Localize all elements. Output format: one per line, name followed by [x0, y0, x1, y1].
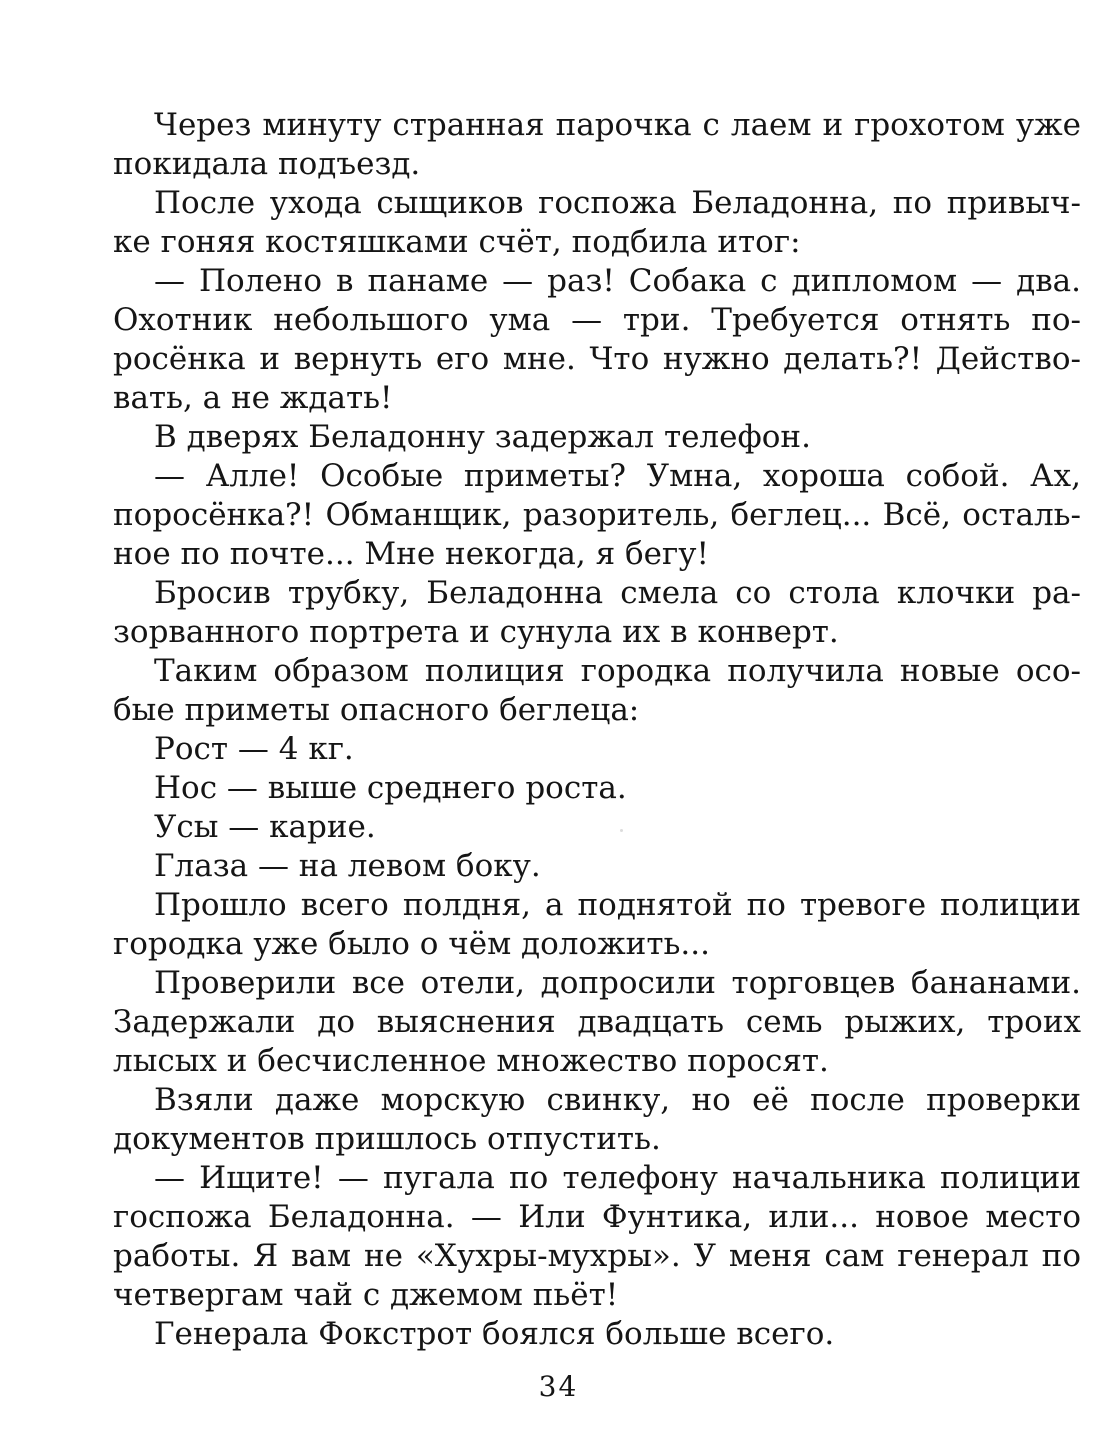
text-line: зорванного портрета и сунула их в конверт. [113, 614, 839, 650]
paragraph [113, 184, 1081, 262]
paragraph [113, 808, 1081, 847]
text-line: — Полено в панаме — раз! Собака с дипломом — два. [154, 263, 1081, 299]
text-line: ке гоняя костяшками счёт, подбила итог: [113, 224, 801, 260]
paragraph [113, 1081, 1081, 1159]
text-line: Нос — выше среднего роста. [154, 770, 627, 806]
text-line: Охотник небольшого ума — три. Требуется отнять по- [113, 302, 1081, 338]
paragraph [113, 886, 1081, 964]
text-line: Прошло всего полдня, а поднятой по тревоге полиции [154, 887, 1081, 923]
paragraph [113, 1159, 1081, 1315]
text-line: Бросив трубку, Беладонна смела со стола клочки ра- [154, 575, 1081, 611]
text-line: Задержали до выяснения двадцать семь рыжих, троих [113, 1004, 1081, 1040]
text-line: покидала подъезд. [113, 146, 421, 182]
text-line: — Ищите! — пугала по телефону начальника полиции [154, 1160, 1081, 1196]
body-text [113, 106, 1081, 1354]
text-line: поросёнка?! Обманщик, разоритель, беглец... Всё, осталь- [113, 497, 1081, 533]
text-line: четвергам чай с джемом пьёт! [113, 1277, 619, 1313]
text-line: документов пришлось отпустить. [113, 1121, 661, 1157]
scan-speck [620, 829, 623, 832]
text-line: работы. Я вам не «Хухры-мухры». У меня сам генерал по [113, 1238, 1081, 1274]
paragraph [113, 457, 1081, 574]
paragraph [113, 418, 1081, 457]
text-line: В дверях Беладонну задержал телефон. [154, 419, 811, 455]
text-line: ное по почте... Мне некогда, я бегу! [113, 536, 709, 572]
paragraph [113, 262, 1081, 418]
paragraph [113, 964, 1081, 1081]
paragraph [113, 847, 1081, 886]
text-line: госпожа Беладонна. — Или Фунтика, или... новое место [113, 1199, 1081, 1235]
text-line: росёнка и вернуть его мне. Что нужно делать?! Действо- [113, 341, 1081, 377]
paragraph [113, 652, 1081, 730]
text-line: Усы — карие. [154, 809, 376, 845]
page-number: 34 [538, 1370, 579, 1403]
text-line: лысых и бесчисленное множество поросят. [113, 1043, 829, 1079]
text-line: Взяли даже морскую свинку, но её после проверки [154, 1082, 1081, 1118]
text-line: вать, а не ждать! [113, 380, 393, 416]
text-line: Таким образом полиция городка получила новые осо- [154, 653, 1081, 689]
paragraph [113, 574, 1081, 652]
paragraph [113, 106, 1081, 184]
text-line: городка уже было о чём доложить... [113, 926, 710, 962]
paragraph [113, 1315, 1081, 1354]
text-line: — Алле! Особые приметы? Умна, хороша собой. Ах, [154, 458, 1081, 494]
paragraph [113, 730, 1081, 769]
text-line: Генерала Фокстрот боялся больше всего. [154, 1316, 835, 1352]
text-line: бые приметы опасного беглеца: [113, 692, 640, 728]
paragraph [113, 769, 1081, 808]
text-line: После ухода сыщиков госпожа Беладонна, по привыч- [154, 185, 1081, 221]
text-line: Рост — 4 кг. [154, 731, 354, 767]
text-line: Проверили все отели, допросили торговцев бананами. [154, 965, 1081, 1001]
text-line: Глаза — на левом боку. [154, 848, 541, 884]
text-line: Через минуту странная парочка с лаем и грохотом уже [154, 107, 1081, 143]
